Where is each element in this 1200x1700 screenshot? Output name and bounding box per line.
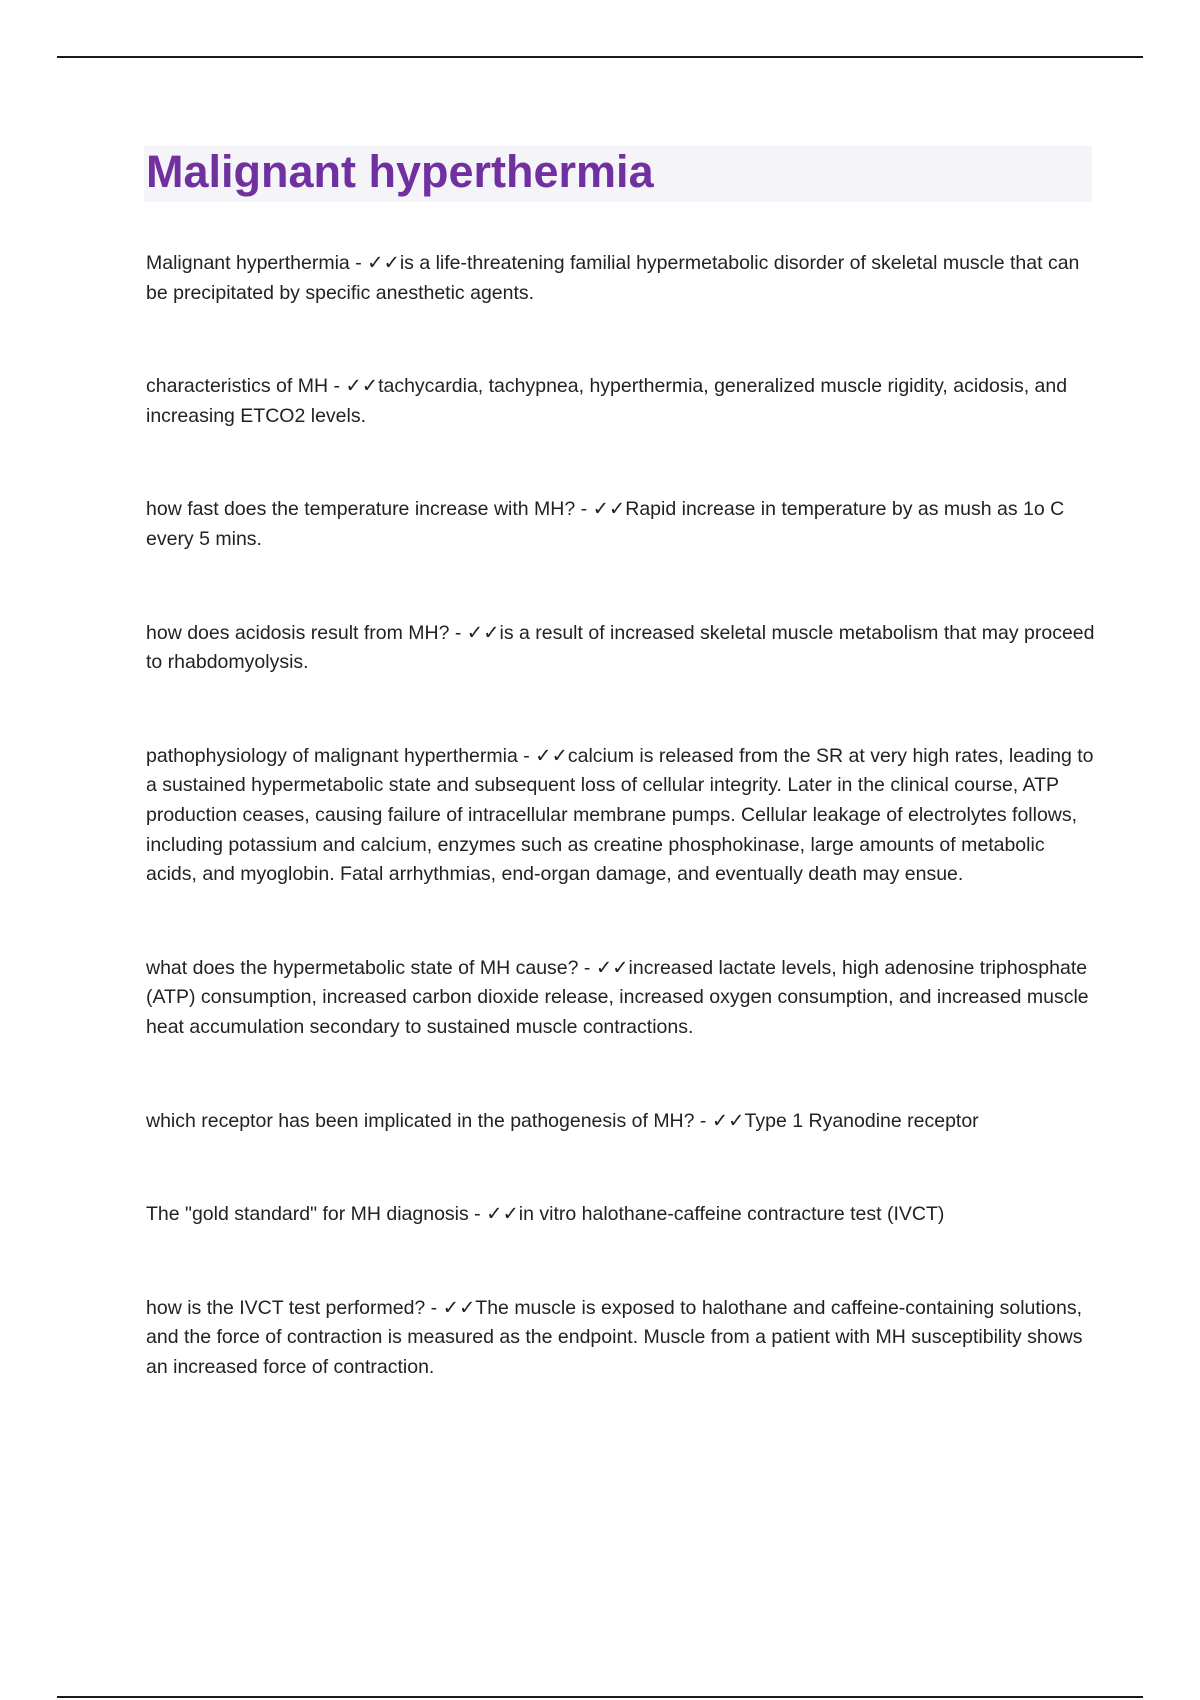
entry-term: characteristics of MH bbox=[146, 375, 329, 398]
entry-term: pathophysiology of malignant hyperthermia bbox=[146, 744, 518, 767]
entry-separator: - bbox=[425, 1296, 443, 1319]
entry-term: how does acidosis result from MH? bbox=[146, 621, 450, 644]
entry-answer: is a life-threatening familial hypermetabolic disorder of skeletal muscle that can be precipitated by specific anesthetic agents. bbox=[146, 252, 1080, 304]
flashcard-list bbox=[146, 249, 1096, 1446]
flashcard-entry bbox=[146, 249, 1096, 308]
entry-separator: - bbox=[517, 744, 536, 767]
double-check-icon: ✓✓ bbox=[595, 956, 629, 979]
entry-separator: - bbox=[578, 956, 596, 979]
flashcard-entry bbox=[146, 619, 1096, 678]
footer-rule bbox=[57, 1696, 1143, 1698]
entry-answer: calcium is released from the SR at very high rates, leading to a sustained hypermetabolic state and subsequent loss of cellular integrity. Later in the clinical course, ATP production ceases, causing failure of intracellular membrane pumps. Cellular leakage of electrolytes follows, including potassium and calcium, enzymes such as creatine phosphokinase, large amounts of metabolic acids, and myoglobin. Fatal arrhythmias, end-organ damage, and eventually death may ensue. bbox=[146, 744, 1094, 886]
double-check-icon: ✓✓ bbox=[466, 621, 500, 644]
entry-term: Malignant hyperthermia bbox=[146, 252, 350, 274]
flashcard-entry bbox=[146, 742, 1096, 890]
page-title: Malignant hyperthermia bbox=[146, 146, 654, 197]
entry-answer: in vitro halothane-caffeine contracture test (IVCT) bbox=[518, 1203, 945, 1226]
entry-answer: The muscle is exposed to halothane and caffeine-containing solutions, and the force of contraction is measured as the endpoint. Muscle from a patient with MH susceptibility shows an increased force of contraction. bbox=[146, 1296, 1083, 1378]
entry-separator: - bbox=[468, 1203, 487, 1226]
entry-answer: Rapid increase in temperature by as mush as 1o C every 5 mins. bbox=[146, 498, 1065, 550]
entry-term: The "gold standard" for MH diagnosis bbox=[146, 1203, 469, 1226]
flashcard-entry bbox=[146, 954, 1096, 1043]
double-check-icon: ✓✓ bbox=[367, 252, 400, 274]
entry-separator: - bbox=[575, 498, 593, 521]
entry-term: how fast does the temperature increase with MH? bbox=[146, 498, 576, 521]
double-check-icon: ✓✓ bbox=[486, 1203, 519, 1226]
entry-separator: - bbox=[328, 375, 346, 398]
double-check-icon: ✓✓ bbox=[592, 498, 626, 521]
entry-answer: is a result of increased skeletal muscle metabolism that may proceed to rhabdomyolysis. bbox=[146, 621, 1095, 674]
entry-answer: Type 1 Ryanodine receptor bbox=[744, 1109, 979, 1132]
entry-separator: - bbox=[449, 621, 467, 644]
double-check-icon: ✓✓ bbox=[711, 1109, 745, 1132]
flashcard-entry bbox=[146, 1200, 1096, 1230]
entry-term: what does the hypermetabolic state of MH cause? bbox=[146, 956, 579, 979]
entry-term: how is the IVCT test performed? bbox=[146, 1296, 426, 1319]
flashcard-entry bbox=[146, 1107, 1096, 1137]
flashcard-entry bbox=[146, 495, 1096, 554]
flashcard-entry bbox=[146, 1294, 1096, 1383]
double-check-icon: ✓✓ bbox=[442, 1296, 476, 1319]
double-check-icon: ✓✓ bbox=[345, 375, 379, 398]
entry-separator: - bbox=[349, 252, 368, 274]
flashcard-entry bbox=[146, 372, 1096, 431]
entry-answer: tachycardia, tachypnea, hyperthermia, generalized muscle rigidity, acidosis, and increasing ETCO2 levels. bbox=[146, 375, 1068, 427]
entry-separator: - bbox=[694, 1109, 712, 1132]
header-rule bbox=[57, 56, 1143, 58]
double-check-icon: ✓✓ bbox=[535, 744, 568, 767]
entry-term: which receptor has been implicated in the pathogenesis of MH? bbox=[146, 1109, 695, 1132]
entry-answer: increased lactate levels, high adenosine triphosphate (ATP) consumption, increased carbon dioxide release, increased oxygen consumption, and increased muscle heat accumulation secondary to sustained muscle contractions. bbox=[146, 956, 1089, 1038]
